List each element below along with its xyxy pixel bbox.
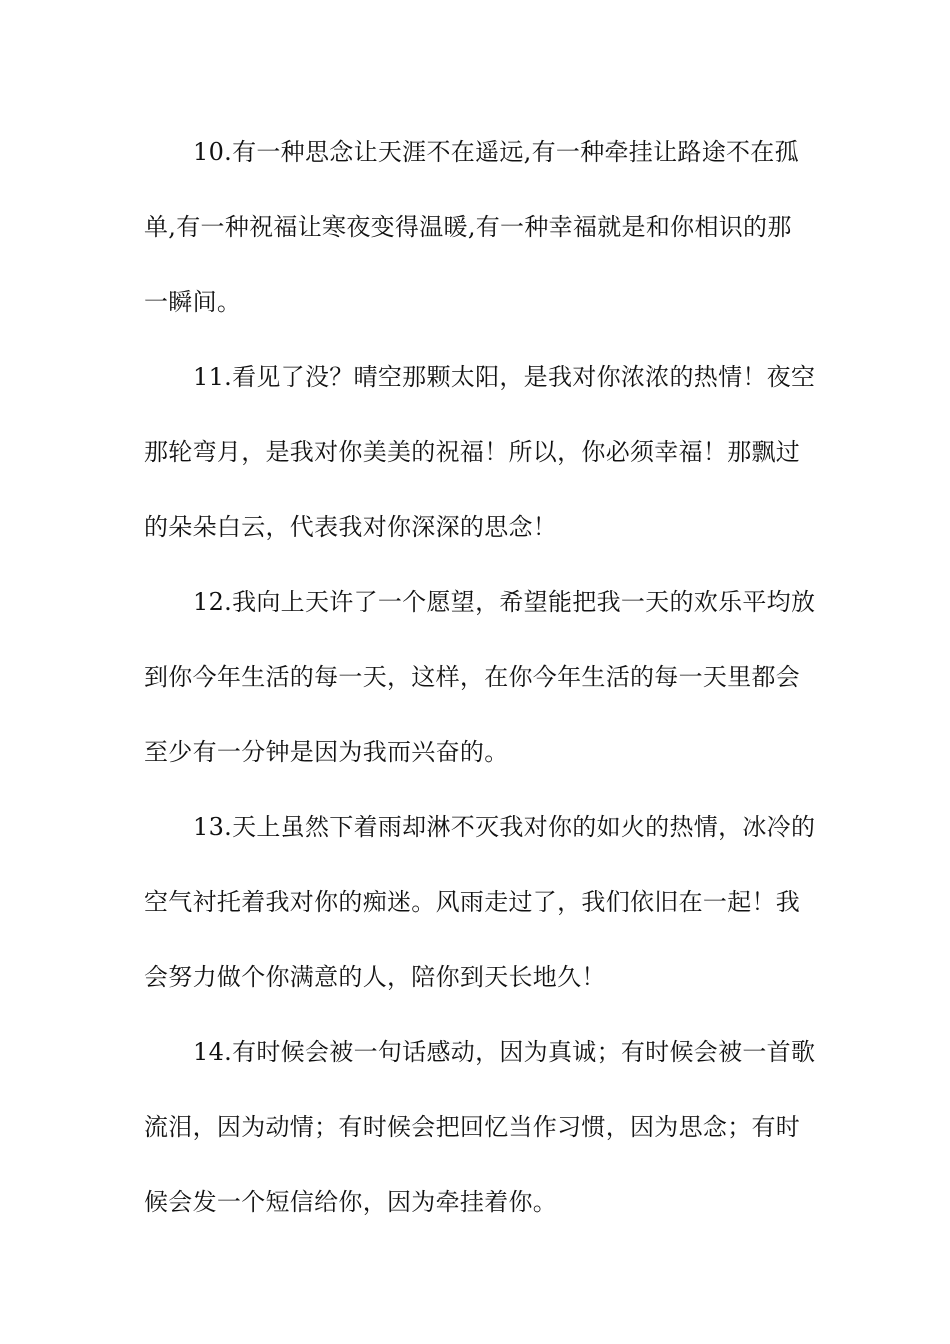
paragraph-line: 空气衬托着我对你的痴迷。风雨走过了，我们依旧在一起！我 [144, 888, 801, 916]
paragraph-line: 10.有一种思念让天涯不在遥远,有一种牵挂让路途不在孤 [193, 138, 799, 166]
paragraph-line: 会努力做个你满意的人，陪你到天长地久！ [144, 963, 606, 991]
paragraph-line: 候会发一个短信给你，因为牵挂着你。 [144, 1188, 558, 1216]
paragraph-line: 到你今年生活的每一天，这样，在你今年生活的每一天里都会 [144, 663, 801, 691]
paragraph-line: 12.我向上天许了一个愿望，希望能把我一天的欢乐平均放 [193, 588, 816, 616]
paragraph-line: 至少有一分钟是因为我而兴奋的。 [144, 738, 509, 766]
paragraph-line: 一瞬间。 [144, 288, 242, 316]
paragraph-line: 那轮弯月，是我对你美美的祝福！所以，你必须幸福！那飘过 [144, 438, 801, 466]
paragraph-line: 11.看见了没？晴空那颗太阳，是我对你浓浓的热情！夜空 [193, 363, 816, 391]
paragraph-line: 流泪，因为动情；有时候会把回忆当作习惯，因为思念；有时 [144, 1113, 801, 1141]
paragraph-line: 14.有时候会被一句话感动，因为真诚；有时候会被一首歌 [193, 1038, 816, 1066]
paragraph-line: 的朵朵白云，代表我对你深深的思念！ [144, 513, 558, 541]
paragraph-line: 13.天上虽然下着雨却淋不灭我对你的如火的热情，冰冷的 [193, 813, 816, 841]
paragraph-line: 单,有一种祝福让寒夜变得温暖,有一种幸福就是和你相识的那 [144, 213, 792, 241]
